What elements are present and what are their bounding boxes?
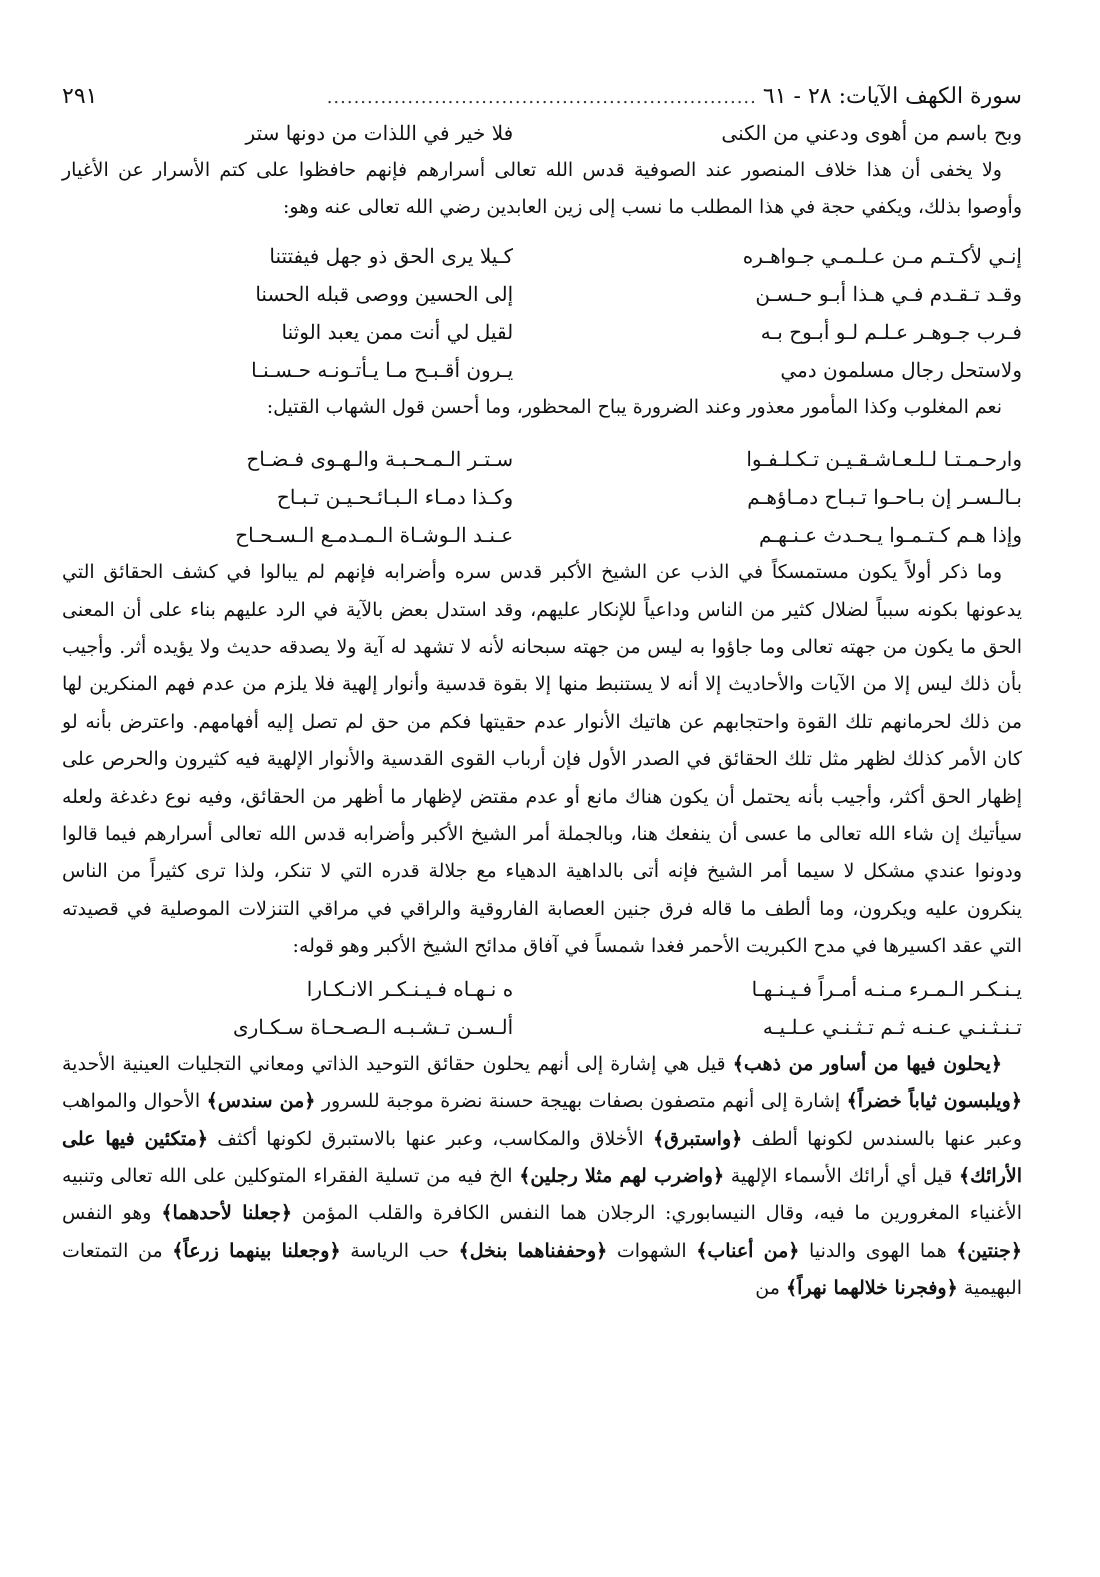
verse-line [62,114,1022,152]
hemistich-second: فلا خير في اللذات من دونها ستر [245,121,514,145]
hemistich-second: كـيلا يرى الحق ذو جهل فيفتتنا [269,243,514,268]
commentary-text: إشارة إلى أنهم متصفون بصفات بهيجة حسنة نضرة موجبة للسرور [315,1090,847,1113]
hemistich-second: سـتـر الـمـحـبـة والـهـوى فـضـاح [246,447,514,472]
verse-line [62,516,1022,554]
poem-zain-alabidin [62,237,1022,389]
hemistich-first: وارحـمـتـا لـلـعـاشـقـيـن تـكـلـفـوا [746,447,1022,472]
commentary-text: الشهوات [607,1239,697,1262]
tafsir-paragraph [62,1046,1022,1308]
hemistich-second: لقيل لي أنت ممن يعبد الوثنا [281,319,514,344]
commentary-text: حب الرياسة [340,1239,459,1262]
quran-quote: ﴿وفجرنا خلالهما نهراً﴾ [785,1277,958,1300]
verse-line [62,478,1022,516]
hemistich-first: ولاستحل رجال مسلمون دمي [780,357,1022,382]
hemistich-first: بـالـسـر إن بـاحـوا تـبـاح دمـاؤهـم [747,485,1022,510]
quran-quote: ﴿جعلنا لأحدهما﴾ [161,1202,293,1225]
poem-shihab [62,440,1022,554]
verse-line [62,970,1022,1008]
hemistich-first: وقـد تـقـدم فـي هـذا أبـو حـسـن [755,281,1022,306]
header-leader-dots: ................................................................ [326,87,757,108]
hemistich-first: إنـي لأكـتـم مـن عـلـمـي جـواهـره [742,243,1022,268]
hemistich-second: إلى الحسين ووصى قبله الحسنا [255,281,514,306]
quran-quote: ﴿جنتين﴾ [956,1239,1022,1262]
commentary-text: قيل هي إشارة إلى أنهم يحلون حقائق التوحيد الذاتي ومعاني التجليات العينية الأحدية [62,1052,733,1075]
verse-line [62,313,1022,351]
header-title: سورة الكهف الآيات: ٢٨ - ٦١ [762,84,1022,109]
quran-quote: ﴿من سندس﴾ [206,1090,316,1113]
verse-intro [62,114,1022,152]
quran-quote: ﴿واستبرق﴾ [652,1127,743,1150]
quran-quote: ﴿واضرب لهم مثلا رجلين﴾ [519,1164,725,1187]
quran-quote: ﴿من أعناب﴾ [696,1239,800,1262]
hemistich-first: وإذا هـم كـتـمـوا يـحـدث عـنـهـم [758,523,1022,548]
running-header [62,80,1022,114]
hemistich-first: وبح باسم من أهوى ودعني من الكنى [721,121,1022,145]
poem-farouqi [62,970,1022,1046]
quran-quote: ﴿وحففناهما بنخل﴾ [458,1239,608,1262]
hemistich-second: ه نـهـاه فـيـنـكـر الانـكـارا [306,976,514,1001]
commentary-text: الأحوال والمواهب وعبر عنها بالسندس لكونها ألطف [62,1090,1022,1150]
verse-line [62,1008,1022,1046]
hemistich-first: يـنـكـر الـمـرء مـنـه أمـراً فـيـنـهـا [751,976,1022,1001]
commentary-text: من التمتعات البهيمية [62,1239,1022,1300]
page-number: ٢٩١ [62,84,98,109]
paragraph-3: وما ذكر أولاً يكون مستمسكاً في الذب عن الشيخ الأكبر قدس سره وأضرابه فإنهم لم يبالوا في كشف الحقائق التي يدعونها بكونه سبباً لضلال كثير من الناس وداعياً للإنكار عليهم، وقد استدل بعض بالآية في الرد عليهم بناء على أن المعنى الحق ما يكون من جهته تعالى وما جاؤوا به ليس من جهته سبحانه لأنه لا تشهد له آية ولا يصدقه حديث ولا يؤيده أثر. وأجيب بأن ذلك ليس إلا من الآيات والأحاديث إلا أنه لا يستنبط منها إلا بقوة قدسية وأنوار إلهية فلا يلزم من عدم فهم المنكرين لها من ذلك لحرمانهم تلك القوة واحتجابهم عن هاتيك الأنوار عدم حقيتها فكم من حق لم تصل إليه أفهامهم. واعترض بأنه لو كان الأمر كذلك لظهر مثل تلك الحقائق في الصدر الأول فإن أرباب القوى القدسية والأنوار الإلهية فيه كثيرون والحرص على إظهار الحق أكثر، وأجيب بأنه يحتمل أن يكون هناك مانع أو عدم مقتض لإظهار ما أظهر من الحقائق، وفيه نوع دغدغة ولعله سيأتيك إن شاء الله تعالى ما عسى أن ينفعك هنا، وبالجملة أمر الشيخ الأكبر وأضرابه قدس الله تعالى أسرارهم فيما قالوا ودونوا عندي مشكل لا سيما أمر الشيخ فإنه أتى بالداهية الدهياء مع جلالة قدره التي لا تنكر، ولذا ترى كثيراً من الناس ينكرون عليه ويكرون، وما ألطف ما قاله فرق جنين العصابة الفاروقية والراقي في مراقي التنزلات الموصلية في قصيدته التي عقد اكسيرها في مدح الكبريت الأحمر فغدا شمساً في آفاق مدائح الشيخ الأكبر وهو قوله: [62,561,1022,958]
hemistich-first: فـرب جـوهـر عـلـم لـو أبـوح بـه [760,319,1022,344]
hemistich-second: عـنـد الـوشـاة الـمـدمـع الـسـحـاح [235,523,514,548]
verse-line [62,440,1022,478]
commentary-text: الأخلاق والمكاسب، وعبر عنها بالاستبرق لكونها أكثف [208,1127,653,1150]
paragraph-1: ولا يخفى أن هذا خلاف المنصور عند الصوفية قدس الله تعالى أسرارهم فإنهم حافظوا على كتم الأسرار عن الأغيار وأوصوا بذلك، ويكفي حجة في هذا المطلب ما نسب إلى زين العابدين رضي الله تعالى عنه وهو: [62,159,1022,219]
commentary-text: قيل أي أرائك الأسماء الإلهية [724,1164,959,1187]
verse-line [62,351,1022,389]
hemistich-first: تـنـثـنـي عـنـه ثـم تـثـنـي عـلـيـه [762,1014,1022,1039]
hemistich-second: ألـسـن تـشـبـه الـصـحـاة سـكـارى [232,1014,514,1039]
hemistich-second: وكـذا دمـاء الـبـائـحـيـن تـبـاح [276,485,514,510]
verse-line [62,275,1022,313]
verse-line [62,237,1022,275]
commentary-text: الخ فيه من تسلية الفقراء المتوكلين على الله تعالى وتنبيه الأغنياء المغرورين ما فيه، وقال النيسابوري: الرجلان هما النفس الكافرة والقلب المؤمن [62,1164,1023,1225]
commentary-text: هما الهوى والدنيا [799,1239,957,1262]
paragraph-2: نعم المغلوب وكذا المأمور معذور وعند الضرورة يباح المحظور، وما أحسن قول الشهاب القتيل: [266,395,1002,418]
commentary-text: من [755,1277,786,1300]
quran-quote: ﴿متكئين فيها على الأرائك﴾ [62,1127,1023,1187]
commentary-text: وهو النفس [62,1202,162,1225]
quran-quote: ﴿وجعلنا بينهما زرعاً﴾ [172,1239,341,1262]
hemistich-second: يـرون أقـبـح مـا يـأتـونـه حـسـنـا [251,357,514,382]
quran-quote: ﴿يحلون فيها من أساور من ذهب﴾ [732,1052,1002,1075]
quran-quote: ﴿ويلبسون ثياباً خضراً﴾ [846,1090,1022,1113]
